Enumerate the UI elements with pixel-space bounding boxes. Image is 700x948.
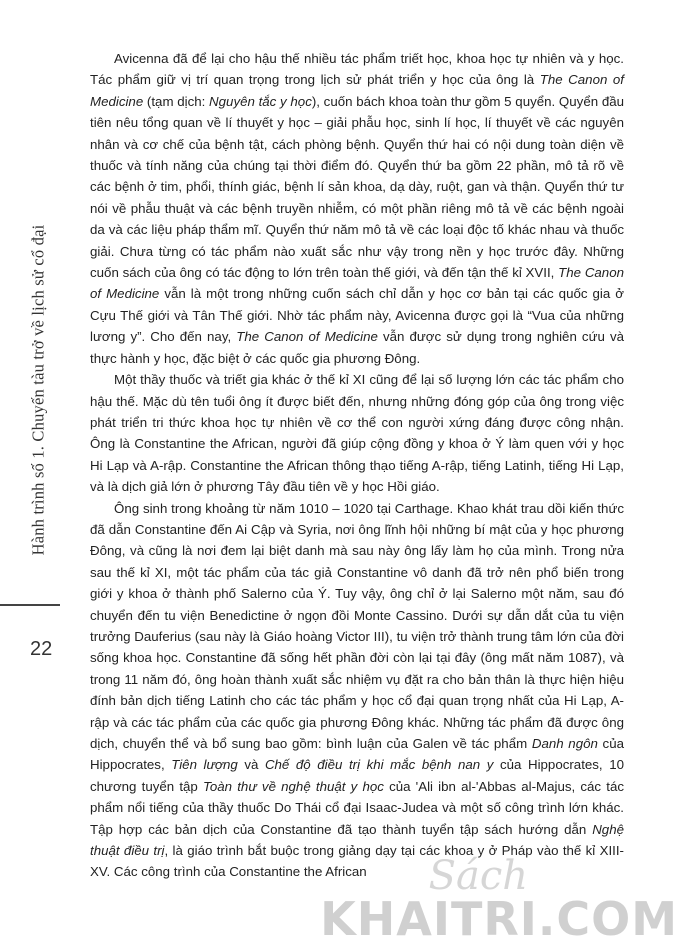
paragraph-run: vẫn là một trong những cuốn sách chỉ dẫn y học cơ bản tại các quốc gia ở Cựu Thế giới và Tân Thế giới. Nhờ tác phẩm này, Avicenna được gọi là “Vua của những lương y”. Cho đến nay, bbox=[90, 286, 624, 345]
body-text bbox=[90, 48, 624, 883]
watermark bbox=[320, 853, 678, 946]
paragraph-run: và bbox=[237, 757, 265, 773]
book-title: The Canon of Medicine bbox=[90, 265, 624, 302]
paragraph-run: (tạm dịch: bbox=[143, 93, 210, 109]
watermark-script: Sách bbox=[428, 853, 528, 899]
paragraph-run: vẫn được sử dụng trong nghiên cứu và thực hành y học, đặc biệt ở các quốc gia phương Đông. bbox=[90, 329, 624, 366]
book-title: The Canon of Medicine bbox=[236, 329, 378, 345]
paragraph-run: ), cuốn bách khoa toàn thư gồm 5 quyển. Quyển đầu tiên nêu tổng quan về lí thuyết y học – giải phẫu học, sinh lí học, lí thuyết về các nguyên nhân và cơ chế của bệnh tật, cách phòng bệnh. Quyển thứ hai có nội dung toàn diện về thuốc và tính năng của chúng tại thời điểm đó. Quyển thứ ba gồm 22 phần, mô tả rõ về các bệnh ở tim, phổi, thính giác, bệnh lí sản khoa, dạ dày, ruột, gan và thận. Quyển thứ tư nói về phẫu thuật và các bệnh truyền nhiễm, có một phần riêng mô tả về các bệnh ngoài da và các liệu pháp thẩm mĩ. Quyển thứ năm mô tả về các loại độc tố khác nhau và thuốc giải. Chưa từng có tác phẩm nào xuất sắc như vậy trong nền y học trước đây. Những cuốn sách của ông có tác động to lớn trên toàn thế giới, và đến tận thế kỉ XVII, bbox=[90, 93, 625, 281]
paragraph-run: của 'Ali ibn al-'Abbas al-Majus, các tác phẩm nổi tiếng của thầy thuốc Do Thái cổ đại Isaac-Judea và một số công trình lớn khác. Tập hợp các bản dịch của Constantine đã tạo thành tuyển tập sách hướng dẫn bbox=[90, 778, 624, 837]
book-title: Toàn thư về nghệ thuật y học bbox=[202, 778, 384, 794]
paragraph-run: Ông sinh trong khoảng từ năm 1010 – 1020 tại Carthage. Khao khát trau dồi kiến thức đã dẫn Constantine đến Ai Cập và Syria, nơi ông lĩnh hội những bí mật của y học phương Đông, và cũng là nơi đem lại biệt danh mà sau này ông lấy làm họ của mình. Trong nửa sau thế kỉ XI, một tác phẩm của tác giả Constantine vô danh đã trở nên phổ biến trong giới y khoa ở thành phố Salerno của Ý. Tuy vậy, ông chỉ ở lại Salerno một năm, sau đó chuyển đến tu viện Benedictine ở ngọn đồi Monte Cassino. Dưới sự dẫn dắt của tu viện trưởng Dauferius (sau này là Giáo hoàng Victor III), tu viện trở thành trung tâm lớn của đời sống khoa học. Constantine đã sống hết phần đời còn lại tại đây (ông mất năm 1087), và trong 11 năm đó, ông hoàn thành xuất sắc nhiệm vụ đặt ra cho bản thân là thực hiện hiệu đính bản dịch tiếng Latinh cho các tác phẩm y học cổ đại quan trọng nhất của Hi Lạp, A-rập và các tác phẩm của các quốc gia phương Đông khác. Những tác phẩm đã được ông dịch, chuyển thể và bổ sung bao gồm: bình luận của Galen về tác phẩm bbox=[90, 500, 624, 751]
paragraph-run: Avicenna đã để lại cho hậu thế nhiều tác phẩm triết học, khoa học tự nhiên và y học. Tác phẩm giữ vị trí quan trọng trong lịch sử phát triển y học của ông là bbox=[90, 51, 624, 88]
paragraph-run: , là giáo trình bắt buộc trong giảng dạy tại các khoa y ở Pháp vào thế kỉ XIII-XV. Các công trình của Constantine the African bbox=[90, 843, 624, 880]
page-number: 22 bbox=[30, 638, 53, 660]
running-head-text: Hành trình số 1. Chuyến tàu trở về lịch sử cổ đại bbox=[28, 224, 48, 556]
book-title: Nguyên tắc y học bbox=[209, 93, 312, 109]
watermark-brand: KHAITRI.COM bbox=[320, 892, 678, 946]
paragraph bbox=[90, 369, 624, 497]
book-title: The Canon of Medicine bbox=[90, 72, 624, 109]
book-title: Chế độ điều trị khi mắc bệnh nan y bbox=[264, 757, 494, 773]
book-title: Tiên lượng bbox=[171, 757, 238, 773]
paragraph-run: của Hippocrates, 10 chương tuyển tập bbox=[90, 757, 624, 794]
paragraph bbox=[90, 48, 624, 369]
book-title: Danh ngôn bbox=[531, 736, 598, 751]
running-head bbox=[12, 180, 64, 600]
divider bbox=[0, 604, 60, 606]
paragraph-run: Một thầy thuốc và triết gia khác ở thế kỉ XI cũng để lại số lượng lớn các tác phẩm cho hậu thế. Mặc dù tên tuổi ông ít được biết đến, nhưng những đóng góp của ông trong việc phát triển tri thức khoa học tự nhiên về cơ thể con người xứng đáng được công nhận. Ông là Constantine the African, người đã giúp cộng đồng y khoa ở Ý làm quen với y học Hi Lạp và A-rập. Constantine the African thông thạo tiếng A-rập, tiếng Latinh, tiếng Hi Lạp, và là dịch giả lớn ở phương Tây đầu tiên về y học Hồi giáo. bbox=[90, 372, 624, 495]
paragraph bbox=[90, 498, 624, 883]
paragraph-run: của Hippocrates, bbox=[90, 736, 624, 773]
book-title: Nghệ thuật điều trị bbox=[90, 821, 624, 859]
